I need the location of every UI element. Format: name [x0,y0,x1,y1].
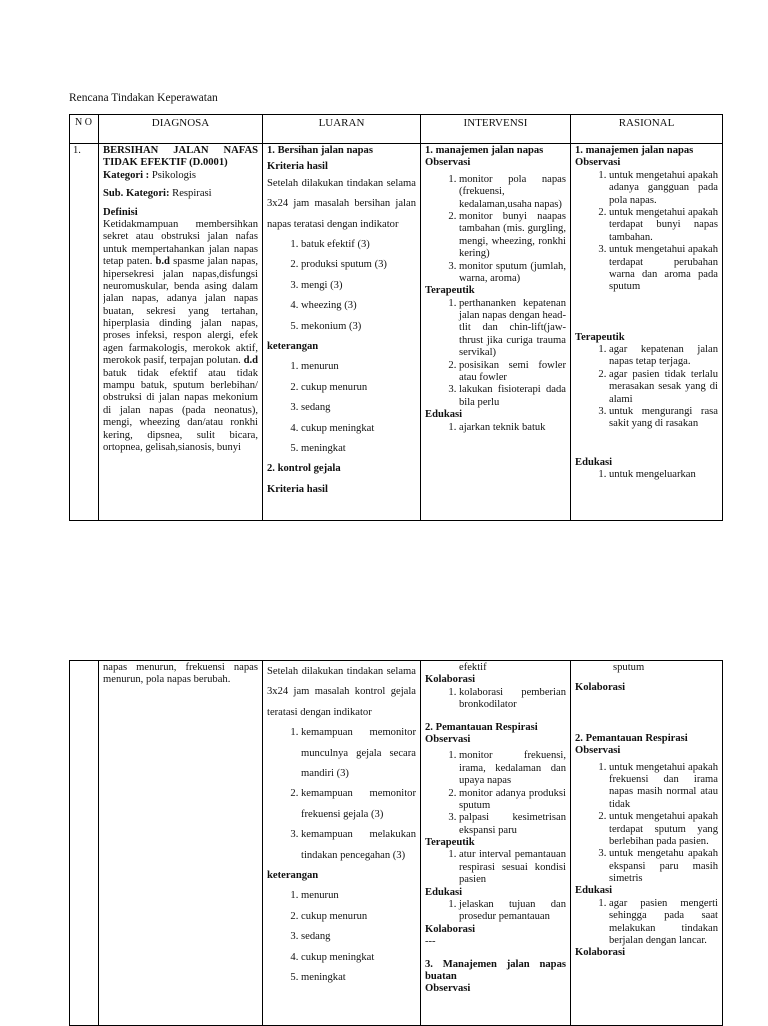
list-item: 1. agar kepatenan jalan napas tetap terjaga. [609,344,718,369]
list-item: 3. lakukan fisioterapi dada bila perlu [459,384,566,409]
list-item: 1. monitor frekuensi, irama, kedalaman dan upaya napas [459,750,566,787]
header-row [70,115,723,144]
header-diagnosa: DIAGNOSA [99,115,263,144]
row-number [70,661,99,1026]
list-item: 3. untuk mengetahui apakah terdapat perubahan warna dan aroma pada sputum [609,244,718,294]
list-item: 3. mengi (3) [301,276,416,296]
list-item: 3. untuk mengurangi rasa sakit yang di rasakan [609,406,718,431]
list-item: 1. kolaborasi pemberian bronkodilator [459,687,566,712]
intervensi-cell: efektif Kolaborasi 1. kolaborasi pemberian bronkodilator 2. Pemantauan Respirasi Observasi 1. monitor frekuensi, irama, kedalaman dan upaya napas 2. monitor adanya produksi sputum 3. palpasi kesimetrisan ekspansi paru Terapeutik 1. atur interval pemantauan respirasi sesuai kondisi pasien Edukasi 1. jelaskan tujuan dan prosedur pemantauan Kolaborasi --- 3. Manajemen jalan napas buatan Observasi [421,661,571,1026]
list-item: 2. untuk mengetahui apakah terdapat sputum yang berlebihan pada pasien. [609,811,718,848]
list-item: 3. monitor sputum (jumlah, warna, aroma) [459,261,566,286]
luaran-cell: Setelah dilakukan tindakan selama 3x24 jam masalah kontrol gejala teratasi dengan indikator 1. kemampuan memonitor munculnya gejala secara mandiri (3) 2. kemampuan memonitor frekuensi gejala (3) 3. kemampuan melakukan tindakan pencegahan (3) keterangan 1. menurun 2. cukup menurun 3. sedang 4. cukup meningkat 5. meningkat [263,661,421,1026]
list-item: 1. untuk mengeluarkan [609,469,718,481]
list-item: 3. untuk mengetahu apakah ekspansi paru masih simetris [609,848,718,885]
indicator-list [267,235,416,337]
list-item: 1. monitor pola napas (frekuensi, kedalaman,usaha napas) [459,174,566,211]
list-item: 1. untuk mengetahui apakah adanya gangguan pada pola napas. [609,170,718,207]
scale-list [267,357,416,459]
header-no: N O [70,115,99,144]
row-number: 1. [70,144,99,521]
list-item: 1. jelaskan tujuan dan prosedur pemantauan [459,899,566,924]
list-item: 3. kemampuan melakukan tindakan pencegahan (3) [301,825,416,866]
list-item: 5. mekonium (3) [301,317,416,337]
list-item: 1. menurun [301,357,416,377]
list-item: 3. sedang [301,398,416,418]
list-item: 3. sedang [301,927,416,947]
list-item: 2. cukup menurun [301,907,416,927]
list-item: 4. cukup meningkat [301,948,416,968]
list-item: 2. kemampuan memonitor frekuensi gejala (3) [301,784,416,825]
list-item: 4. cukup meningkat [301,419,416,439]
list-item: 2. untuk mengetahui apakah terdapat bunyi napas tambahan. [609,207,718,244]
list-item: 2. agar pasien tidak terlalu merasakan sesak yang di alami [609,369,718,406]
list-item: 1. batuk efektif (3) [301,235,416,255]
list-item: 2. cukup menurun [301,378,416,398]
diagnosa-title: BERSIHAN JALAN NAFAS TIDAK EFEKTIF (D.0001) [103,145,258,169]
header-rasional: RASIONAL [571,115,723,144]
list-item: 1. ajarkan teknik batuk [459,422,566,434]
list-item: 5. meningkat [301,968,416,988]
list-item: 1. perthananken kepatenan jalan napas dengan head-tlit dan chin-lift(jaw-thrust jika curiga trauma servikal) [459,298,566,360]
page-title: Rencana Tindakan Keperawatan [69,92,218,104]
care-plan-table-part-2 [69,660,723,1026]
definisi-text: Ketidakmampuan membersihkan sekret atau obstruksi jalan nafas untuk mempertahankan jalan napas tetap paten. b.d spasme jalan napas, hipersekresi jalan napas,disfungsi neuromuskular, benda asing dalam jalan napas, adanya jalan napas buatan, sekresi yang tertahan, hiperplasia dinding jalan napas, proses infeksi, respon alergi, efek agen farmakologis, merokok aktif, merokok pasif, terpajan polutan. d.d batuk tidak efektif atau tidak mampu batuk, sputum berlebihan/ obstruksi di jalan napas mekonium di jalan napas (pada neonatus), mengi, wheezing dan/atau ronkhi kering, dipsnea, sulit bicara, ortopnea, gelisah,sianosis, bunyi [103,218,258,453]
care-plan-table-part-1 [69,114,723,521]
list-item: 4. wheezing (3) [301,296,416,316]
list-item: 1. untuk mengetahui apakah frekuensi dan irama napas masih normal atau tidak [609,762,718,812]
rasional-cell: 1. manajemen jalan napas Observasi 1. untuk mengetahui apakah adanya gangguan pada pola napas. 2. untuk mengetahui apakah terdapat bunyi napas tambahan. 3. untuk mengetahui apakah terdapat perubahan warna dan aroma pada sputum Terapeutik 1. agar kepatenan jalan napas tetap terjaga. 2. agar pasien tidak terlalu merasakan sesak yang di alami 3. untuk mengurangi rasa sakit yang di rasakan Edukasi 1. untuk mengeluarkan [571,144,723,521]
list-item: 2. produksi sputum (3) [301,255,416,275]
diagnosa-cell: napas menurun, frekuensi napas menurun, pola napas berubah. [99,661,263,1026]
table-row [70,661,723,1026]
list-item: 1. atur interval pemantauan respirasi sesuai kondisi pasien [459,849,566,886]
list-item: 5. meningkat [301,439,416,459]
header-luaran: LUARAN [263,115,421,144]
list-item: 1. menurun [301,886,416,906]
diagnosa-cell: BERSIHAN JALAN NAFAS TIDAK EFEKTIF (D.0001) Kategori : Psikologis Sub. Kategori: Respirasi Definisi Ketidakmampuan membersihkan sekret atau obstruksi jalan nafas untuk mempertahankan jalan napas tetap paten. b.d spasme jalan napas, hipersekresi jalan napas,disfungsi neuromuskular, benda asing dalam jalan napas, adanya jalan napas buatan, sekresi yang tertahan, hiperplasia dinding jalan napas, proses infeksi, respon alergi, efek agen farmakologis, merokok aktif, merokok pasif, terpajan polutan. d.d batuk tidak efektif atau tidak mampu batuk, sputum berlebihan/ obstruksi di jalan napas mekonium di jalan napas (pada neonatus), mengi, wheezing dan/atau ronkhi kering, dipsnea, sulit bicara, ortopnea, gelisah,sianosis, bunyi [99,144,263,521]
list-item: 1. kemampuan memonitor munculnya gejala secara mandiri (3) [301,723,416,784]
list-item: 2. posisikan semi fowler atau fowler [459,360,566,385]
header-intervensi: INTERVENSI [421,115,571,144]
definisi-label: Definisi [103,206,138,218]
list-item: 3. palpasi kesimetrisan ekspansi paru [459,812,566,837]
rasional-cell: sputum Kolaborasi 2. Pemantauan Respirasi Observasi 1. untuk mengetahui apakah frekuensi dan irama napas masih normal atau tidak 2. untuk mengetahui apakah terdapat sputum yang berlebihan pada pasien. 3. untuk mengetahu apakah ekspansi paru masih simetris Edukasi 1. agar pasien mengerti sehingga pada saat melakukan tindakan berjalan dengan lancar. Kolaborasi [571,661,723,1026]
list-item: 2. monitor bunyi naapas tambahan (mis. gurgling, mengi, wheezing, ronkhi kering) [459,211,566,261]
list-item: 1. agar pasien mengerti sehingga pada saat melakukan tindakan berjalan dengan lancar. [609,898,718,948]
luaran-cell: 1. Bersihan jalan napas Kriteria hasil Setelah dilakukan tindakan selama 3x24 jam masalah bersihan jalan napas teratasi dengan indikator 1. batuk efektif (3) 2. produksi sputum (3) 3. mengi (3) 4. wheezing (3) 5. mekonium (3) keterangan 1. menurun 2. cukup menurun 3. sedang 4. cukup meningkat 5. meningkat 2. kontrol gejala Kriteria hasil [263,144,421,521]
table-row [70,144,723,521]
list-item: 2. monitor adanya produksi sputum [459,788,566,813]
intervensi-cell: 1. manajemen jalan napas Observasi 1. monitor pola napas (frekuensi, kedalaman,usaha napas) 2. monitor bunyi naapas tambahan (mis. gurgling, mengi, wheezing, ronkhi kering) 3. monitor sputum (jumlah, warna, aroma) Terapeutik 1. perthananken kepatenan jalan napas dengan head-tlit dan chin-lift(jaw-thrust jika curiga trauma servikal) 2. posisikan semi fowler atau fowler 3. lakukan fisioterapi dada bila perlu Edukasi 1. ajarkan teknik batuk [421,144,571,521]
